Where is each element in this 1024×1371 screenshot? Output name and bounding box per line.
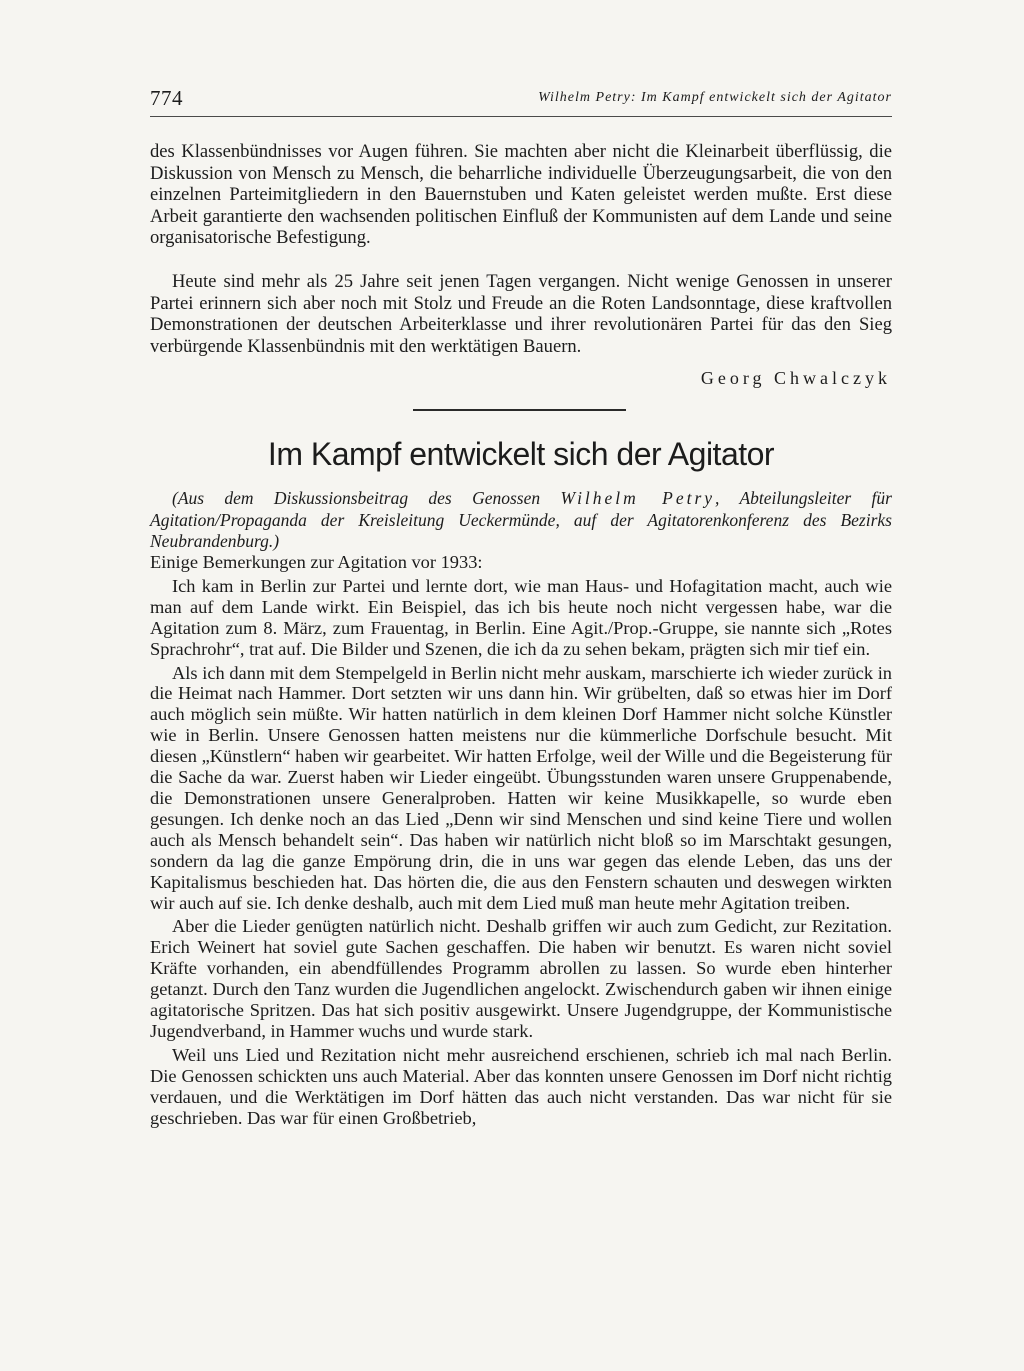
intro-after: , Abteilungsleiter für Agitation/Propaganda der Kreisleitung Ueckermünde, auf der Agitatorenkonferenz des Bezirks Neubrandenburg.) [150, 488, 892, 552]
intro-paragraph [150, 488, 892, 553]
intro-author-name: Wilhelm Petry [560, 488, 716, 508]
intro-before: (Aus dem Diskussionsbeitrag des Genossen [172, 488, 561, 508]
article-title: Im Kampf entwickelt sich der Agitator [267, 436, 775, 472]
previous-article-paragraph-1 [150, 141, 892, 249]
page-number: 774 [150, 86, 183, 110]
article-lead: Einige Bemerkungen zur Agitation vor 1933: [150, 552, 483, 572]
running-head: Wilhelm Petry: Im Kampf entwickelt sich der Agitator [538, 90, 892, 105]
article-intro [150, 488, 892, 553]
previous-article-paragraph-2 [150, 271, 892, 357]
article-paragraph-4: Weil uns Lied und Rezitation nicht mehr ausreichend erschienen, schrieb ich mal nach Berlin. Die Genossen schickten uns auch Material. Aber das konnten unsere Genossen im Dorf nicht richtig verdauen, und die Werktätigen im Dorf hätten das auch nicht verstanden. Das war nicht für sie geschrieben. Das war für einen Großbetrieb, [150, 1044, 892, 1128]
article-paragraph-1: Ich kam in Berlin zur Partei und lernte dort, wie man Haus- und Hofagitation macht, auch wie man auf dem Lande wirkt. Ein Beispiel, das ich bis heute noch nicht vergessen habe, war die Agitation zum 8. März, zum Frauentag, in Berlin. Eine Agit./Prop.-Gruppe, sie nannte sich „Rotes Sprachrohr“, trat auf. Die Bilder und Szenen, die ich da zu sehen bekam, prägten sich mir tief ein. [150, 575, 892, 659]
article-paragraph-3: Aber die Lieder genügten natürlich nicht. Deshalb griffen wir auch zum Gedicht, zur Rezitation. Erich Weinert hat soviel gute Sachen geschaffen. Die haben wir benutzt. Es waren nicht soviel Kräfte vorhanden, ein abendfüllendes Programm abrollen zu lassen. So wurde eben hinterher getanzt. Durch den Tanz wurden die Jugendlichen angelockt. Zwischendurch gaben wir ihnen einige agitatorische Spritzen. Das hat sich positiv ausgewirkt. Unsere Jugendgruppe, der Kommunistische Jugendverband, in Hammer wuchs und wurde stark. [150, 916, 892, 1041]
author-signature: Georg Chwalczyk [700, 368, 891, 388]
header-rule [150, 116, 892, 117]
section-divider [413, 409, 626, 411]
paragraph: des Klassenbündnisses vor Augen führen. Sie machten aber nicht die Kleinarbeit überflüssig, die Diskussion von Mensch zu Mensch, die beharrliche individuelle Überzeugungsarbeit, die von den einzelnen Parteimitgliedern in den Bauernstuben und Katen geleistet werden mußte. Erst diese Arbeit garantierte den wachsenden politischen Einfluß der Kommunisten auf dem Lande und seine organisatorische Befestigung. [150, 141, 892, 249]
article-paragraph-2: Als ich dann mit dem Stempelgeld in Berlin nicht mehr auskam, marschierte ich wieder zurück in die Heimat nach Hammer. Dort setzten wir uns dann hin. Wir grübelten, daß so etwas hier im Dorf auch möglich sein müßte. Wir hatten natürlich in dem kleinen Dorf Hammer nicht solche Künstler wie in Berlin. Unsere Genossen hatten meistens nur die kümmerliche Dorfschule besucht. Mit diesen „Künstlern“ haben wir gearbeitet. Wir hatten Erfolge, weil der Wille und die Begeisterung für die Sache da war. Zuerst haben wir Lieder eingeübt. Übungsstunden waren unsere Gruppenabende, die Demonstrationen unsere Generalproben. Hatten wir keine Musikkapelle, so wurde eben gesungen. Ich denke noch an das Lied „Denn wir sind Menschen und sind keine Tiere und wollen auch als Mensch behandelt sein“. Das haben wir natürlich nicht bloß so im Marschtakt gesungen, sondern da lag die ganze Empörung drin, die in uns war gegen das elende Leben, das uns der Kapitalismus beschieden hat. Das hörten die, die aus den Fenstern schauten und deswegen wirkten wir auch auf sie. Ich denke deshalb, auch mit dem Lied muß man heute mehr Agitation treiben. [150, 662, 892, 913]
page-header [150, 86, 892, 116]
article-body [150, 552, 892, 1131]
paragraph: Heute sind mehr als 25 Jahre seit jenen Tagen vergangen. Nicht wenige Genossen in unserer Partei erinnern sich aber noch mit Stolz und Freude an die Roten Landsonntage, diese kraftvollen Demonstrationen der deutschen Arbeiterklasse und ihrer revolutionären Partei für das den Sieg verbürgende Klassenbündnis mit den werktätigen Bauern. [150, 271, 892, 357]
